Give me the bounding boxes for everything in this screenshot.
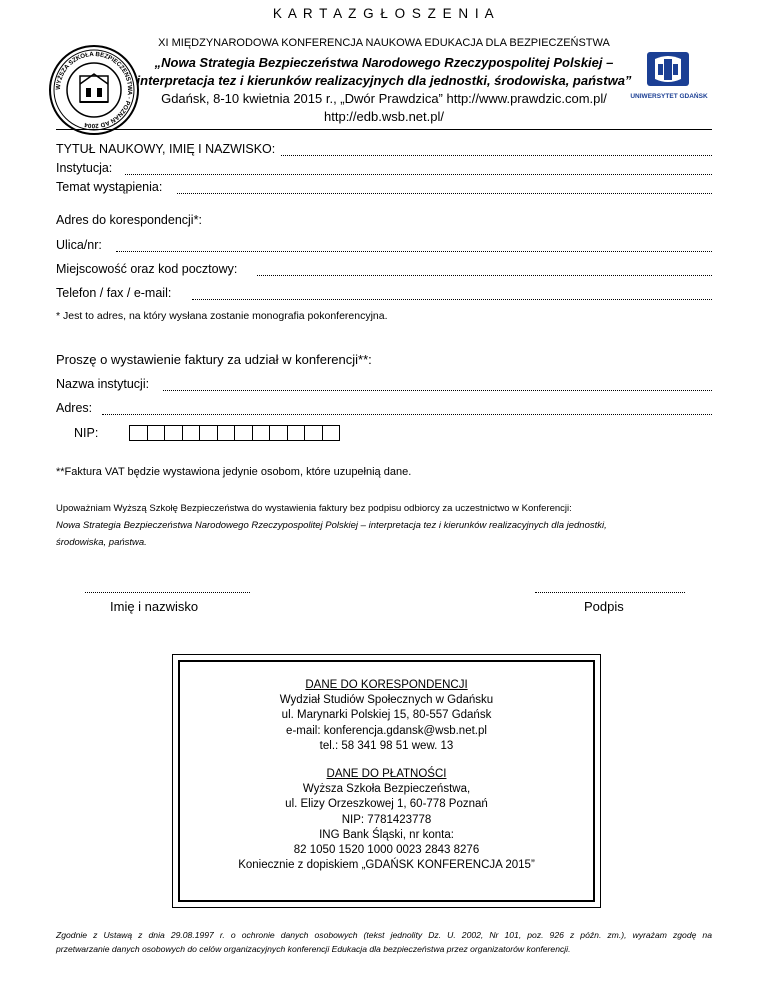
authorization-line-3: środowiska, państwa. — [56, 537, 147, 548]
name-signature-field[interactable] — [85, 592, 250, 593]
form-title: K A R T A Z G Ł O S Z E N I A — [272, 6, 496, 21]
authorization-text — [56, 500, 607, 551]
academic-title-label: TYTUŁ NAUKOWY, IMIĘ I NAZWISKO: — [56, 142, 276, 156]
corr-line: e-mail: konferencja.gdansk@wsb.net.pl — [286, 724, 487, 737]
consent-line-2: przetwarzanie danych osobowych do celów organizacyjnych konferencji Edukacja dla bezpieczeństwa przez organizatorów konferencji. — [56, 944, 571, 954]
pay-line: NIP: 7781423778 — [341, 813, 432, 826]
nip-digit-cell[interactable] — [217, 425, 236, 441]
pay-line: ul. Elizy Orzeszkowej 1, 60-778 Poznań — [285, 798, 488, 811]
theme-line-2: interpretacja tez i kierunków realizacyjnych dla jednostki, środowiska, państwa” — [136, 73, 632, 88]
topic-label: Temat wystąpienia: — [56, 180, 163, 194]
pay-line: 82 1050 1520 1000 0023 2843 8276 — [293, 844, 480, 857]
wsb-seal-logo-icon — [48, 44, 140, 136]
academic-title-field[interactable] — [281, 155, 712, 156]
pay-line: Wyższa Szkoła Bezpieczeństwa, — [302, 783, 471, 796]
svg-text:UNIWERSYTET GDAŃSK: UNIWERSYTET GDAŃSK — [630, 93, 708, 100]
city-field[interactable] — [257, 275, 712, 276]
nip-digit-cell[interactable] — [269, 425, 288, 441]
invoice-address-label: Adres: — [56, 401, 93, 415]
nip-digit-cell[interactable] — [234, 425, 253, 441]
correspondence-data-heading: DANE DO KORESPONDENCJI — [305, 679, 468, 691]
nip-digit-cell[interactable] — [164, 425, 183, 441]
place-line: Gdańsk, 8-10 kwietnia 2015 r., „Dwór Prawdzica” http://www.prawdzic.com.pl/ — [161, 91, 607, 106]
contact-label: Telefon / fax / e-mail: — [56, 286, 172, 300]
nip-digit-cell[interactable] — [199, 425, 218, 441]
invoice-heading: Proszę o wystawienie faktury za udział w konferencji**: — [56, 352, 372, 367]
signature-field[interactable] — [535, 592, 685, 593]
inst-name-field[interactable] — [163, 390, 712, 391]
invoice-address-field[interactable] — [102, 414, 712, 415]
svg-text:WYŻSZA SZKOŁA BEZPIECZEŃSTWA ·: WYŻSZA SZKOŁA BEZPIECZEŃSTWA · POZNAŃ AD 2004 — [54, 50, 134, 130]
corr-line: ul. Marynarki Polskiej 15, 80-557 Gdańsk — [281, 709, 492, 722]
institution-label: Instytucja: — [56, 161, 113, 175]
signature-label: Podpis — [584, 599, 624, 614]
nip-digit-cell[interactable] — [147, 425, 166, 441]
consent-text — [56, 928, 712, 956]
payment-data-heading: DANE DO PŁATNOŚCI — [326, 768, 447, 781]
corr-line: tel.: 58 341 98 51 wew. 13 — [319, 739, 454, 752]
nip-label: NIP: — [74, 426, 99, 440]
corr-line: Wydział Studiów Społecznych w Gdańsku — [279, 694, 494, 707]
consent-line-1: Zgodnie z Ustawą z dnia 29.08.1997 r. o ochronie danych osobowych (tekst jednolity Dz. U. 2002, Nr 101, poz. 926 z późn. zm.), wyrażam zgodę na — [56, 930, 712, 940]
city-label: Miejscowość oraz kod pocztowy: — [56, 262, 238, 276]
street-label: Ulica/nr: — [56, 238, 102, 252]
address-note: * Jest to adres, na który wysłana zostanie monografia pokonferencyjna. — [56, 310, 388, 322]
nip-digit-cell[interactable] — [129, 425, 148, 441]
correspondence-heading: Adres do korespondencji*: — [56, 213, 202, 227]
topic-field[interactable] — [177, 193, 712, 194]
institution-field[interactable] — [125, 174, 712, 175]
nip-digit-cell[interactable] — [182, 425, 201, 441]
nip-digit-cell[interactable] — [304, 425, 323, 441]
authorization-line-1: Upoważniam Wyższą Szkołę Bezpieczeństwa do wystawienia faktury bez podpisu odbiorcy za uczestnictwo w Konferencji: — [56, 503, 572, 514]
ug-logo-icon — [628, 52, 710, 102]
conference-name: XI MIĘDZYNARODOWA KONFERENCJA NAUKOWA EDUKACJA DLA BEZPIECZEŃSTWA — [158, 37, 610, 49]
name-signature-label: Imię i nazwisko — [110, 599, 199, 614]
authorization-line-2: Nowa Strategia Bezpieczeństwa Narodowego Rzeczypospolitej Polskiej – interpretacja tez i kierunków realizacyjnych dla jednostki, — [56, 520, 607, 531]
conference-url: http://edb.wsb.net.pl/ — [324, 109, 444, 124]
inst-name-label: Nazwa instytucji: — [56, 377, 150, 391]
contact-field[interactable] — [192, 299, 712, 300]
invoice-note: **Faktura VAT będzie wystawiona jedynie osobom, które uzupełnią dane. — [56, 466, 412, 478]
street-field[interactable] — [116, 251, 712, 252]
theme-line-1: „Nowa Strategia Bezpieczeństwa Narodowego Rzeczypospolitej Polskiej – — [154, 55, 614, 70]
nip-field[interactable] — [130, 425, 340, 441]
nip-digit-cell[interactable] — [252, 425, 271, 441]
pay-line: Koniecznie z dopiskiem „GDAŃSK KONFERENCJA 2015” — [238, 859, 535, 872]
info-box-inner — [178, 660, 595, 902]
info-box — [172, 654, 601, 908]
header-divider — [56, 129, 712, 130]
pay-line: ING Bank Śląski, nr konta: — [319, 828, 454, 841]
nip-digit-cell[interactable] — [322, 425, 341, 441]
nip-digit-cell[interactable] — [287, 425, 306, 441]
